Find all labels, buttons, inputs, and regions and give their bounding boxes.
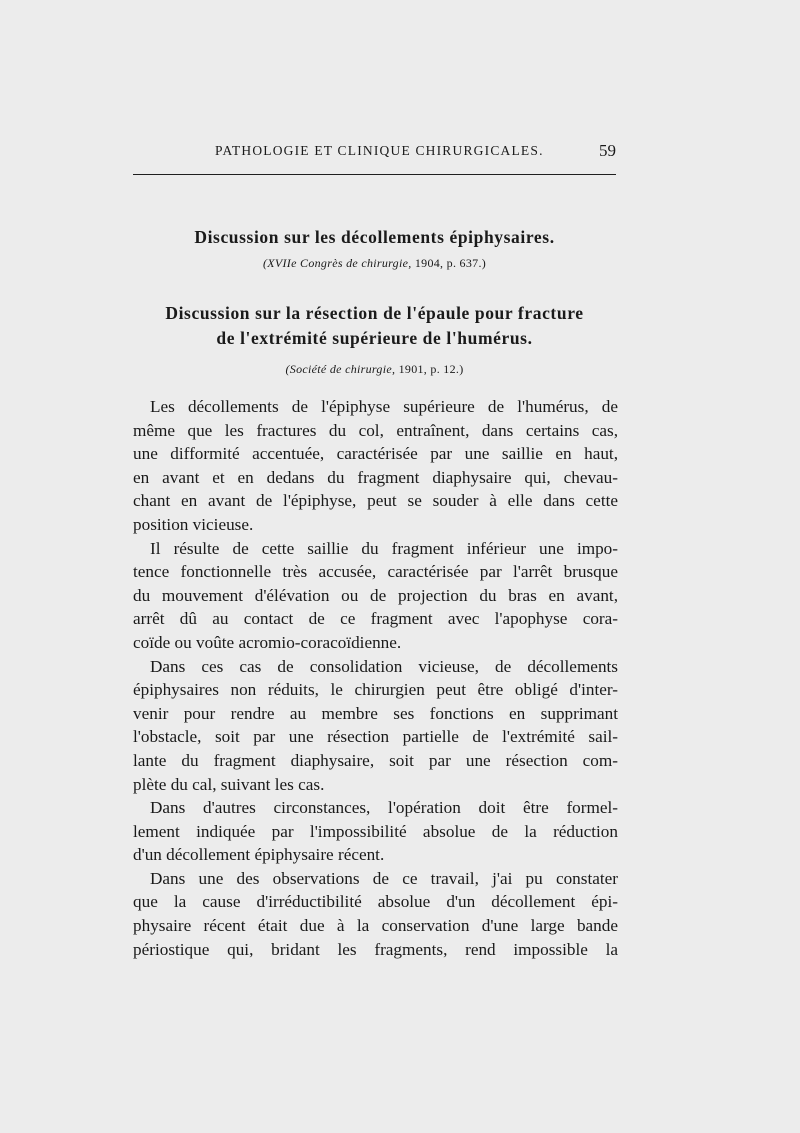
text-line: lement indiquée par l'impossibilité absolue de la réduction bbox=[133, 821, 618, 841]
page-header bbox=[133, 143, 616, 165]
heading-line: Discussion sur la résection de l'épaule pour fracture bbox=[165, 303, 584, 323]
text-line: venir pour rendre au membre ses fonctions en supprimant bbox=[133, 703, 618, 723]
text-line: d'un décollement épiphysaire récent. bbox=[133, 845, 385, 865]
text-line: arrêt dû au contact de ce fragment avec l'apophyse cora- bbox=[133, 609, 618, 629]
text-line: plète du cal, suivant les cas. bbox=[133, 774, 325, 794]
text-line: Dans une des observations de ce travail, j'ai pu constater bbox=[150, 868, 618, 888]
text-line: en avant et en dedans du fragment diaphysaire qui, chevau- bbox=[133, 467, 618, 487]
text-line: Dans ces cas de consolidation vicieuse, de décollements bbox=[150, 656, 618, 676]
text-line: une difformité accentuée, caractérisée par une saillie en haut, bbox=[133, 444, 618, 464]
text-line: épiphysaires non réduits, le chirurgien peut être obligé d'inter- bbox=[133, 680, 618, 700]
text-line: coïde ou voûte acromio-coracoïdienne. bbox=[133, 632, 402, 652]
source-citation-1 bbox=[133, 256, 616, 271]
text-line: même que les fractures du col, entraînent, dans certains cas, bbox=[133, 420, 618, 440]
source-citation-2 bbox=[133, 362, 616, 377]
source-ref: 1901, p. 12.) bbox=[395, 362, 464, 376]
page-number: 59 bbox=[599, 141, 616, 160]
body-text bbox=[133, 395, 618, 961]
header-rule bbox=[133, 174, 616, 175]
text-line: périostique qui, bridant les fragments, rend impossible la bbox=[133, 939, 618, 959]
source-ref: 1904, p. 637.) bbox=[411, 256, 487, 270]
text-line: lante du fragment diaphysaire, soit par une résection com- bbox=[133, 750, 618, 770]
text-line: tence fonctionnelle très accusée, caractérisée par l'arrêt brusque bbox=[133, 562, 618, 582]
text-line: du mouvement d'élévation ou de projection du bras en avant, bbox=[133, 585, 618, 605]
text-line: l'obstacle, soit par une résection partielle de l'extrémité sail- bbox=[133, 727, 618, 747]
section-heading-1 bbox=[133, 225, 616, 250]
text-line: Dans d'autres circonstances, l'opération doit être formel- bbox=[150, 798, 618, 818]
source-title: (XVIIe Congrès de chirurgie, bbox=[262, 256, 412, 270]
running-title: PATHOLOGIE ET CLINIQUE CHIRURGICALES. bbox=[215, 143, 544, 158]
text-line: chant en avant de l'épiphyse, peut se souder à elle dans cette bbox=[133, 491, 618, 511]
text-line: Il résulte de cette saillie du fragment inférieur une impo- bbox=[150, 538, 618, 558]
text-line: physaire récent était due à la conservation d'une large bande bbox=[133, 916, 618, 936]
text-line: que la cause d'irréductibilité absolue d'un décollement épi- bbox=[133, 892, 618, 912]
source-title: (Société de chirurgie, bbox=[285, 362, 396, 376]
text-line: position vicieuse. bbox=[133, 514, 254, 534]
text-line: Les décollements de l'épiphyse supérieure de l'humérus, de bbox=[150, 397, 618, 416]
heading-line: Discussion sur les décollements épiphysaires. bbox=[194, 227, 555, 247]
heading-line: de l'extrémité supérieure de l'humérus. bbox=[216, 328, 533, 348]
section-heading-2 bbox=[133, 301, 616, 351]
